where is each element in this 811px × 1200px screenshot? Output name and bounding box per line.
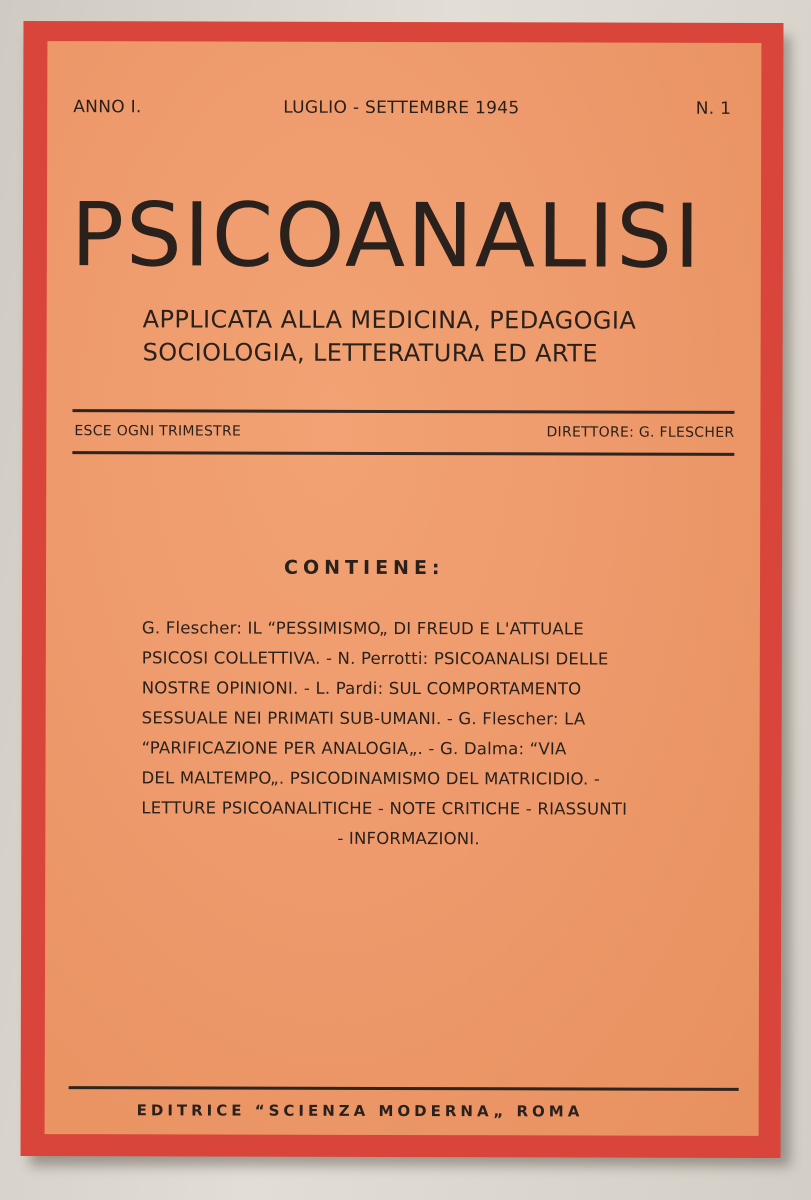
magazine-subtitle [143,303,743,371]
contents-line: NOSTRE OPINIONI. - L. Pardi: SUL COMPORTAMENTO [141,678,582,699]
contents-line: PSICOSI COLLETTIVA. - N. Perrotti: PSICOANALISI DELLE [141,648,609,669]
issue-header [73,97,737,121]
cover-panel [45,41,762,1136]
subtitle-line: SOCIOLOGIA, LETTERATURA ED ARTE [142,338,598,368]
contents-line: - INFORMAZIONI. [337,828,480,849]
divider-rule [69,1086,739,1091]
director-credit: DIRETTORE: G. FLESCHER [546,424,735,441]
contents-line: LETTURE PSICOANALITICHE - NOTE CRITICHE - RIASSUNTI [141,798,628,819]
issue-year: ANNO I. [73,97,142,118]
publisher-line: EDITRICE “SCIENZA MODERNA„ ROMA [136,1101,584,1121]
issue-date: LUGLIO - SETTEMBRE 1945 [283,97,520,119]
contents-line: DEL MALTEMPO„. PSICODINAMISMO DEL MATRICIDIO. - [141,768,601,789]
issue-number: N. 1 [695,98,732,119]
contents-list [141,613,742,855]
magazine-cover [21,21,784,1158]
divider-rule [72,451,734,456]
contents-line: G. Flescher: IL “PESSIMISMO„ DI FREUD E L'ATTUALE [141,618,584,639]
magazine-title: PSICOANALISI [70,183,703,288]
contents-heading: CONTIENE: [284,556,445,580]
subtitle-line: APPLICATA ALLA MEDICINA, PEDAGOGIA [142,305,637,335]
publication-frequency: ESCE OGNI TRIMESTRE [74,423,242,440]
contents-line: SESSUALE NEI PRIMATI SUB-UMANI. - G. Flescher: LA [141,708,586,729]
divider-rule [72,409,734,414]
meta-row [74,423,734,445]
contents-line: “PARIFICAZIONE PER ANALOGIA„. - G. Dalma: “VIA [141,738,567,759]
